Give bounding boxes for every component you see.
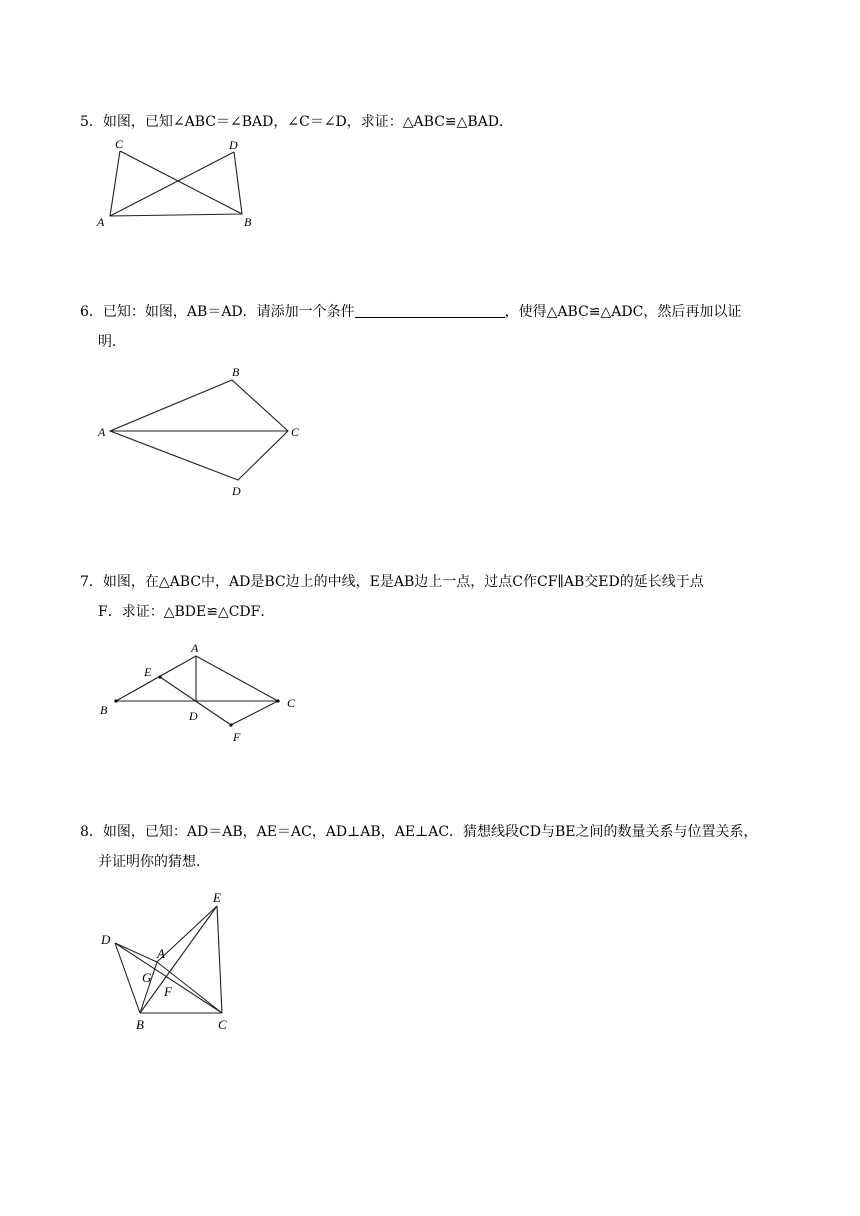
- problem-text: 如图，已知∠ABC＝∠BAD，∠C＝∠D，求证：△ABC≌△BAD．: [102, 114, 514, 130]
- label-a: A: [98, 425, 106, 439]
- label-b: B: [244, 215, 252, 229]
- label-d: D: [189, 709, 198, 723]
- problem-text-part2: ，使得△ABC≌△ADC，然后再加以证: [504, 304, 742, 320]
- label-e: E: [144, 665, 152, 679]
- label-c: C: [115, 137, 124, 151]
- segment-dc: [115, 943, 222, 1013]
- label-c: C: [218, 1017, 227, 1032]
- label-f: F: [164, 984, 172, 999]
- segment-db: [115, 943, 140, 1013]
- label-a: A: [157, 946, 165, 961]
- label-g: G: [142, 970, 152, 985]
- label-a: A: [97, 215, 105, 229]
- problem-number: 6．: [80, 304, 103, 320]
- problem-text-line2: F．求证：△BDE≌△CDF．: [98, 604, 275, 620]
- label-c: C: [287, 696, 296, 710]
- problem-text: 如图，已知：AD＝AB，AE＝AC，AD⊥AB，AE⊥AC．猜想线段CD与BE之间的数量关系与位置关系，: [102, 824, 758, 840]
- problem-text: 如图，在△ABC中，AD是BC边上的中线，E是AB边上一点，过点C作CF∥AB交ED的延长线于点: [102, 574, 704, 590]
- label-b: B: [100, 703, 108, 717]
- problem-number: 7．: [80, 574, 103, 590]
- label-b: B: [232, 365, 240, 379]
- label-b: B: [136, 1017, 144, 1032]
- label-c: C: [291, 425, 300, 439]
- segment-ec: [217, 906, 222, 1013]
- problem-text-line2: 明．: [98, 334, 126, 350]
- label-e: E: [213, 890, 221, 905]
- label-a: A: [191, 641, 199, 655]
- problem-text-part1: 已知：如图，AB＝AD．请添加一个条件: [102, 304, 355, 320]
- problem-number: 5．: [80, 114, 103, 130]
- label-d: D: [229, 138, 238, 152]
- label-d: D: [232, 484, 241, 498]
- label-f: F: [233, 730, 241, 744]
- problem-text-line2: 并证明你的猜想．: [98, 854, 210, 870]
- label-d: D: [101, 932, 111, 947]
- segment-ae: [157, 906, 217, 962]
- problem-number: 8．: [80, 824, 103, 840]
